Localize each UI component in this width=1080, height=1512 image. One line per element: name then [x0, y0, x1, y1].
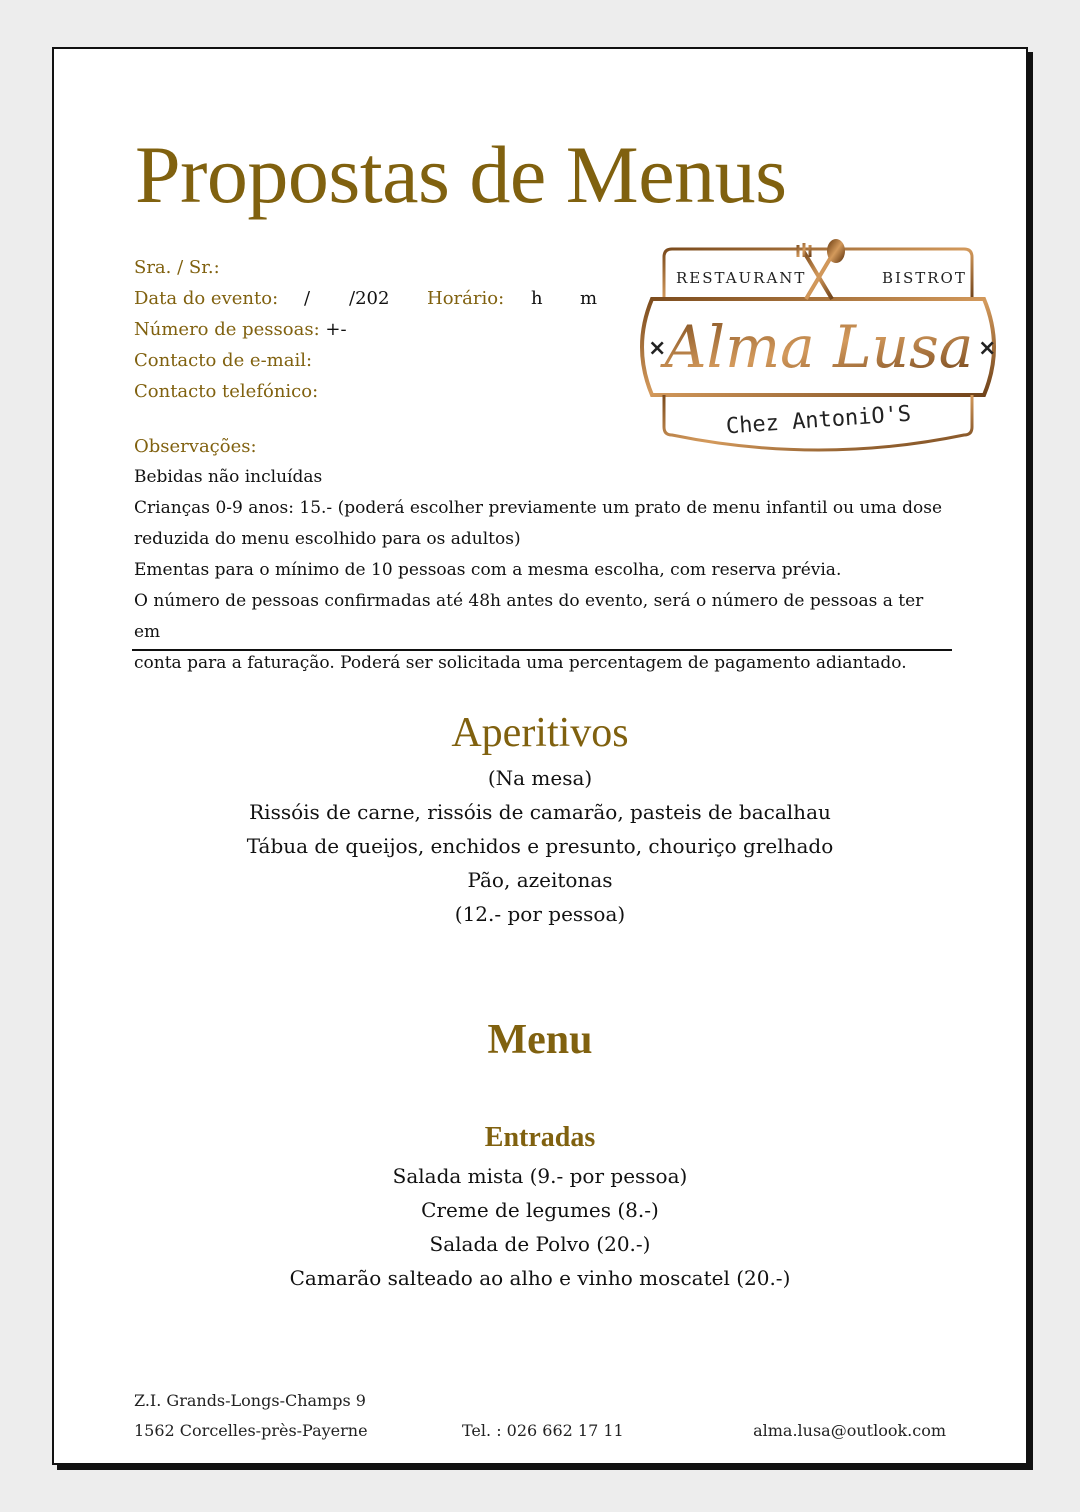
- document-page: [52, 47, 1028, 1465]
- client-label: Sra. / Sr.:: [134, 257, 220, 278]
- aperitivos-section: [54, 705, 1026, 931]
- date-separator-1: /: [304, 288, 311, 309]
- observation-line: reduzida do menu escolhido para os adultos): [134, 529, 521, 549]
- logo-cross-right: ×: [978, 336, 997, 361]
- time-label: Horário:: [427, 288, 505, 309]
- aperitivos-line: Pão, azeitonas: [467, 868, 613, 892]
- people-row: [134, 314, 347, 345]
- people-label: Número de pessoas:: [134, 319, 320, 340]
- aperitivos-line: (12.- por pessoa): [454, 902, 626, 926]
- people-value: +-: [325, 319, 347, 340]
- time-minutes: m: [580, 288, 598, 309]
- client-name-row: [134, 252, 347, 283]
- event-date-row: [134, 283, 598, 314]
- logo-cross-left: ×: [648, 336, 667, 361]
- footer-email[interactable]: alma.lusa@outlook.com: [753, 1421, 946, 1440]
- entrada-item: Camarão salteado ao alho e vinho moscatel (20.-): [289, 1266, 791, 1290]
- event-date-label: Data do evento:: [134, 288, 279, 309]
- entradas-section: [54, 1117, 1026, 1295]
- aperitivos-line: Rissóis de carne, rissóis de camarão, pasteis de bacalhau: [249, 800, 831, 824]
- time-hours: h: [531, 288, 543, 309]
- date-separator-2: /202: [349, 288, 390, 309]
- phone-row: [134, 376, 347, 407]
- logo-name: Alma Lusa: [664, 313, 974, 381]
- logo-subtitle: Chez AntoniO'S: [725, 401, 912, 440]
- aperitivos-line: Tábua de queijos, enchidos e presunto, chouriço grelhado: [246, 834, 834, 858]
- address-line-2: 1562 Corcelles-près-Payerne: [134, 1421, 368, 1440]
- menu-section: [54, 1012, 1026, 1068]
- aperitivos-line: (Na mesa): [487, 766, 593, 790]
- entrada-item: Salada de Polvo (20.-): [429, 1232, 651, 1256]
- phone-label: Contacto telefónico:: [134, 381, 319, 402]
- observation-line: conta para a faturação. Poderá ser solicitada uma percentagem de pagamento adiantado.: [134, 653, 907, 673]
- entradas-heading: Entradas: [484, 1122, 596, 1153]
- entrada-item: Salada mista (9.- por pessoa): [392, 1164, 688, 1188]
- observation-line: Ementas para o mínimo de 10 pessoas com a mesma escolha, com reserva prévia.: [134, 560, 842, 580]
- observation-line: Crianças 0-9 anos: 15.- (poderá escolher previamente um prato de menu infantil ou uma dose: [134, 498, 943, 518]
- alma-lusa-logo: [624, 237, 1014, 462]
- menu-heading: Menu: [487, 1017, 593, 1063]
- logo-bistrot-label: BISTROT: [882, 269, 967, 287]
- footer-address: [134, 1386, 368, 1446]
- address-line-1: Z.I. Grands-Longs-Champs 9: [134, 1391, 366, 1410]
- client-fields: [134, 252, 598, 407]
- observations: [134, 431, 954, 679]
- aperitivos-heading: Aperitivos: [451, 710, 629, 756]
- email-label: Contacto de e-mail:: [134, 350, 313, 371]
- observation-line: O número de pessoas confirmadas até 48h antes do evento, será o número de pessoas a ter em: [134, 591, 924, 642]
- entrada-item: Creme de legumes (8.-): [421, 1198, 659, 1222]
- email-row: [134, 345, 347, 376]
- observations-heading: Observações:: [134, 436, 257, 457]
- observation-line: Bebidas não incluídas: [134, 467, 323, 487]
- footer-tel: Tel. : 026 662 17 11: [462, 1421, 624, 1440]
- section-divider: [132, 649, 952, 651]
- page-title: Propostas de Menus: [135, 129, 787, 220]
- logo-restaurant-label: RESTAURANT: [676, 269, 807, 287]
